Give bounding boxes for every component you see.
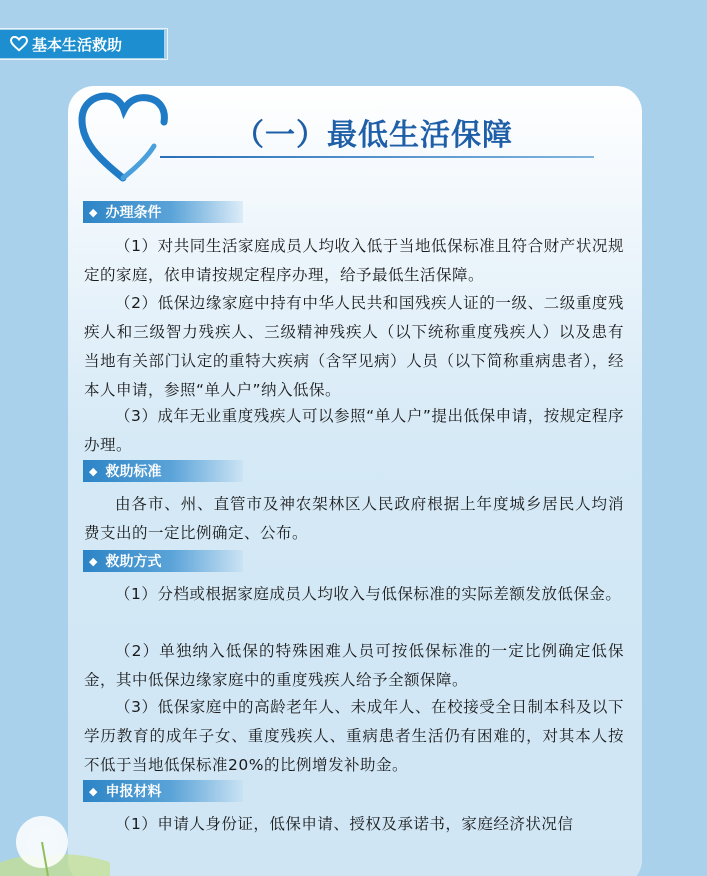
paragraph: （2）单独纳入低保的特殊困难人员可按低保标准的一定比例确定低保金，其中低保边缘家庭中的重度残疾人给予全额保障。 [84,642,624,689]
section-label-conditions [83,201,243,223]
diamond-icon: ◆ [89,554,98,568]
section-label-text: 救助标准 [105,464,162,480]
section-label-materials [83,780,243,802]
paragraph: （1）申请人身份证，低保申请、授权及承诺书，家庭经济状况信 [115,815,574,833]
section-label-method [83,550,243,572]
paragraph: （2）低保边缘家庭中持有中华人民共和国残疾人证的一级、二级重度残疾人和三级智力残疾人、三级精神残疾人（以下统称重度残疾人）以及患有当地有关部门认定的重特大疾病（含罕见病）人员（以下简称重病患者），经本人申请，参照“单人户”纳入低保。 [84,294,624,399]
dandelion-decoration [0,800,110,876]
diamond-icon: ◆ [89,205,98,219]
section-label-text: 救助方式 [105,554,162,570]
paragraph: （1）分档或根据家庭成员人均收入与低保标准的实际差额发放低保金。 [115,585,622,603]
heart-outline-icon [10,36,28,52]
paragraph: （3）成年无业重度残疾人可以参照“单人户”提出低保申请，按规定程序办理。 [84,407,624,454]
paragraph: 由各市、州、直管市及神农架林区人民政府根据上年度城乡居民人均消费支出的一定比例确定、公布。 [84,495,624,542]
section-label-text: 办理条件 [105,205,162,221]
section-label-standard [83,460,243,482]
diamond-icon: ◆ [89,464,98,478]
diamond-icon: ◆ [89,784,98,798]
header-tag-label: 基本生活救助 [32,35,123,54]
header-tag [0,30,164,58]
page-title: （一）最低生活保障 [234,118,513,153]
paragraph: （1）对共同生活家庭成员人均收入低于当地低保标准且符合财产状况规定的家庭，依申请按规定程序办理，给予最低生活保障。 [84,237,624,284]
title-divider [160,156,594,158]
section-label-text: 申报材料 [105,784,162,800]
paragraph: （3）低保家庭中的高龄老年人、未成年人、在校接受全日制本科及以下学历教育的成年子女、重度残疾人、重病患者生活仍有困难的，对其本人按不低于当地低保标准20%的比例增发补助金。 [84,698,624,774]
